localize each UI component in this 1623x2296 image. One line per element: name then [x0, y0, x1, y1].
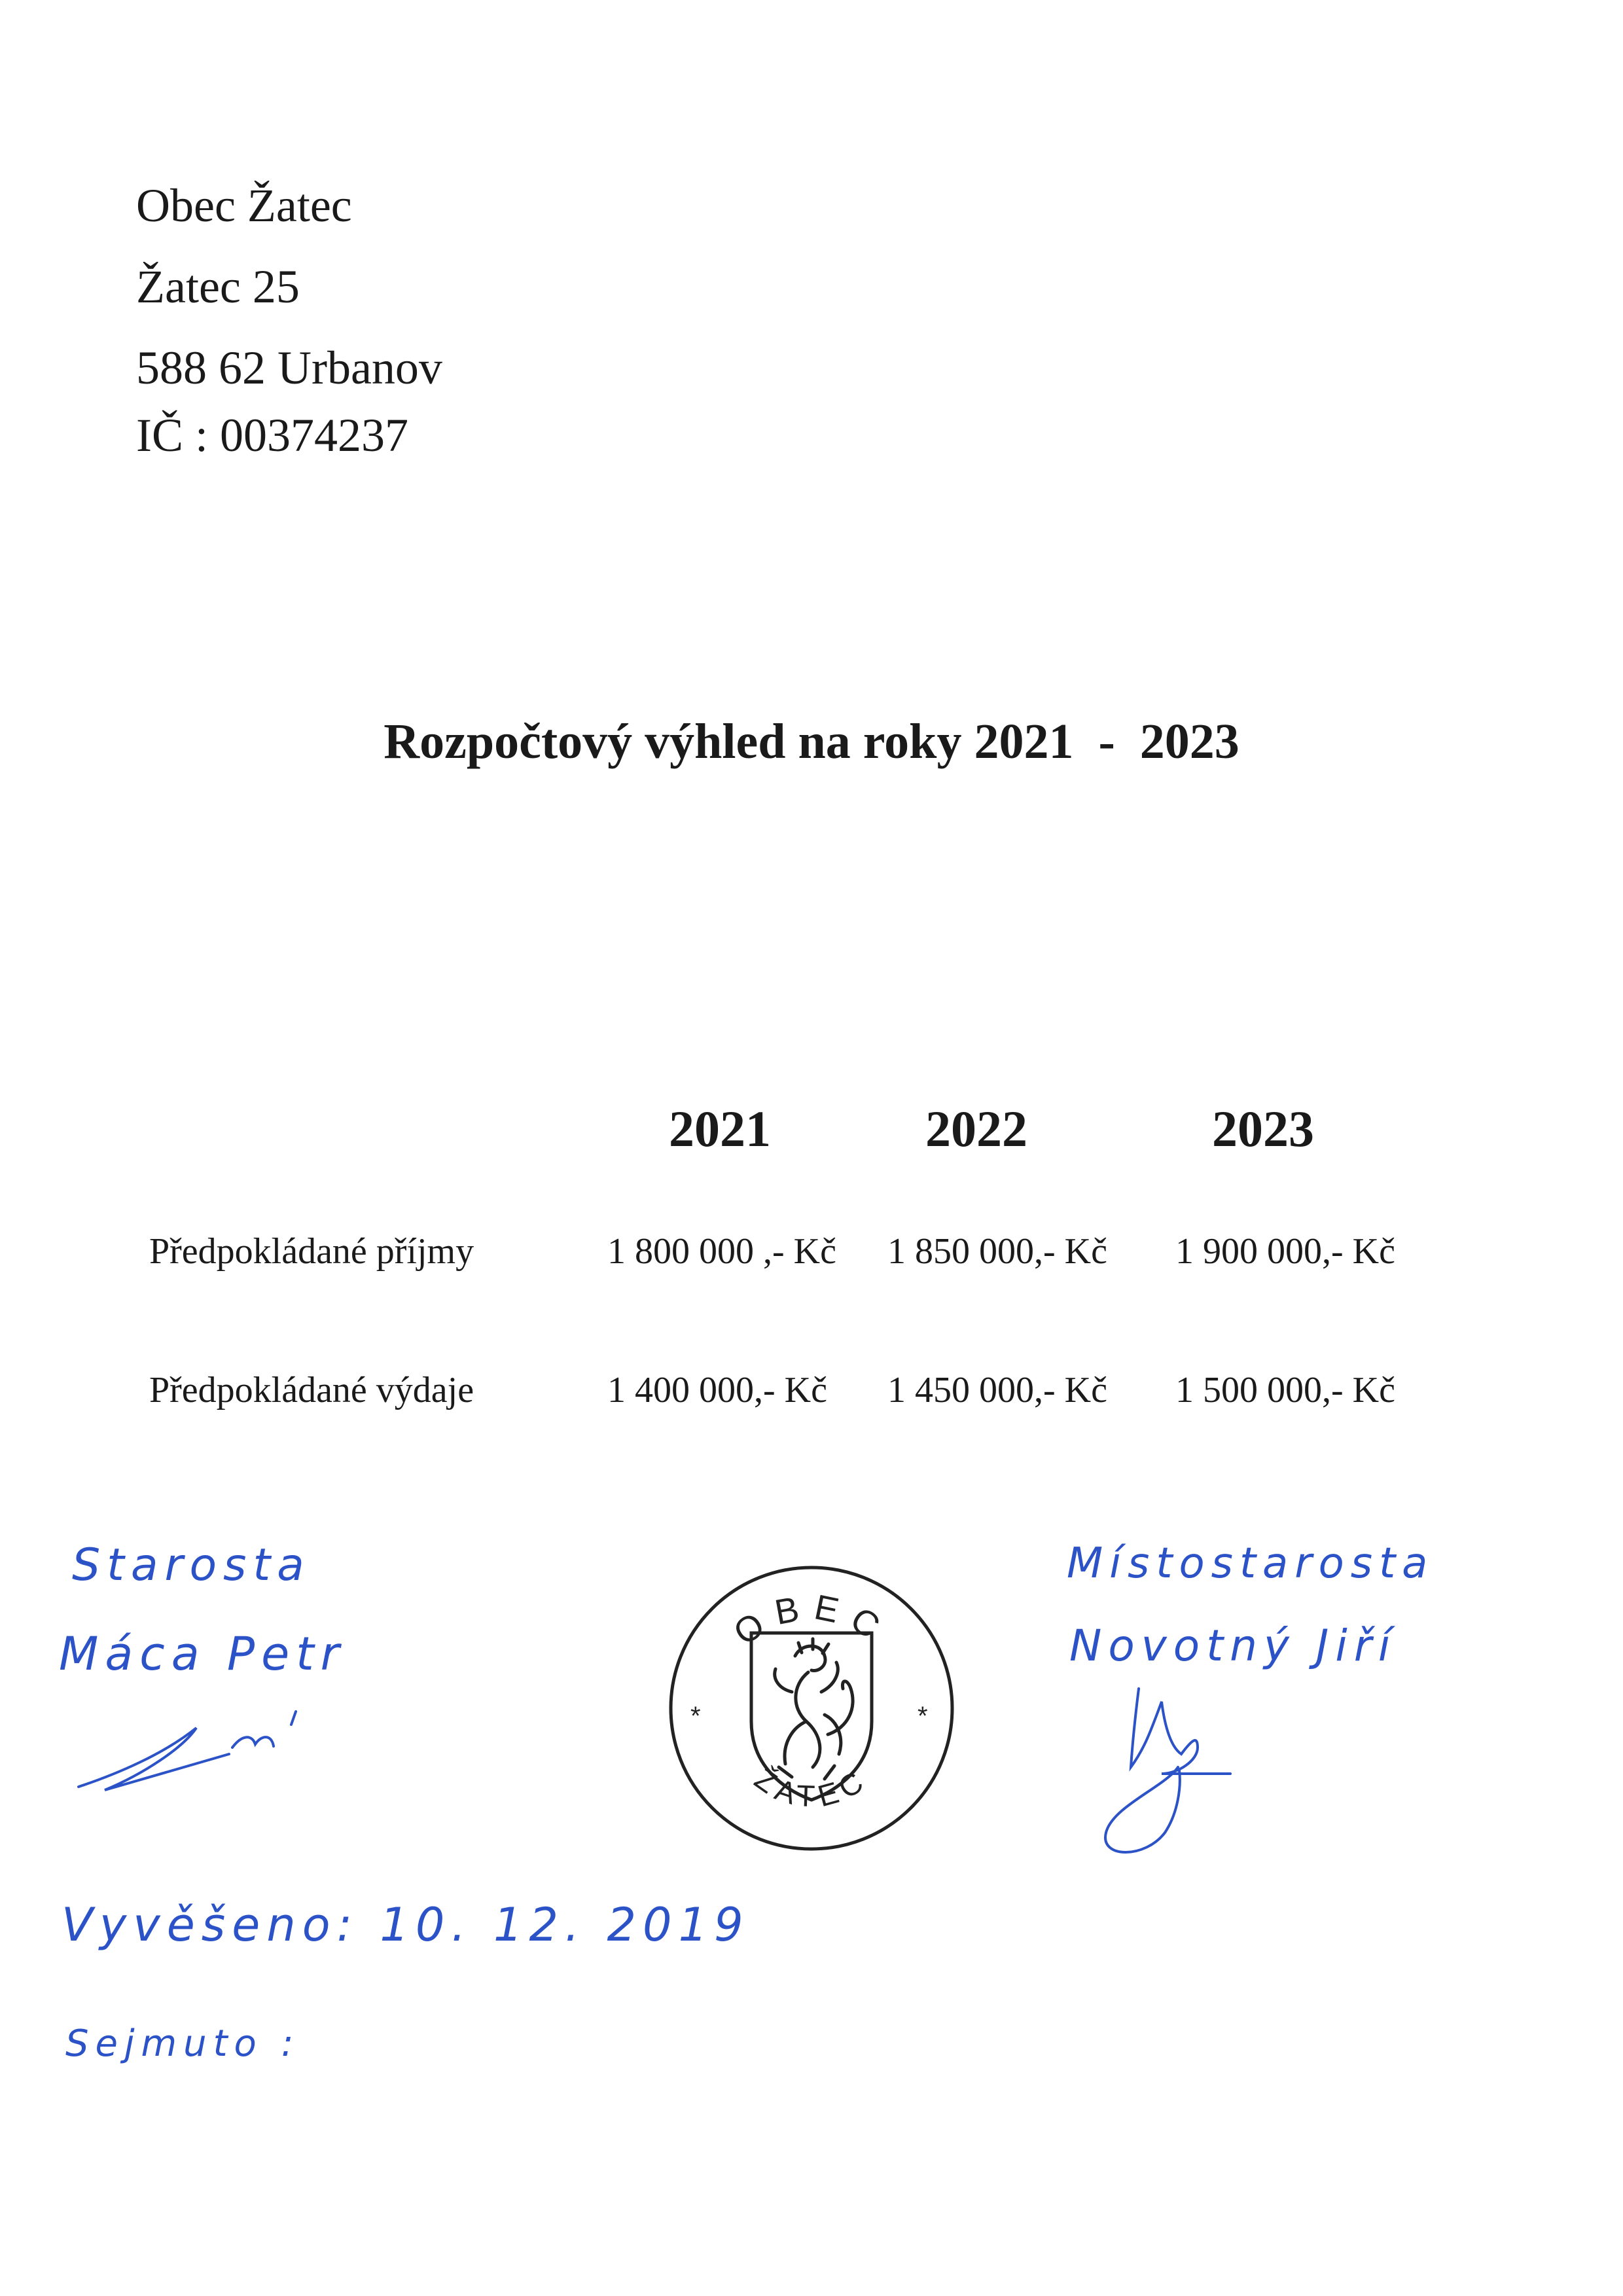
- stamp-bottom-text: ŽATEC: [748, 1761, 875, 1814]
- official-stamp: [661, 1558, 962, 1859]
- budget-value: 1 800 000 ,- Kč: [607, 1231, 836, 1272]
- row-label: Předpokládané příjmy: [149, 1231, 474, 1272]
- document-title: Rozpočtový výhled na roky 2021 - 2023: [383, 714, 1240, 769]
- street-address: Žatec 25: [136, 260, 300, 313]
- year-header: 2023: [1212, 1100, 1314, 1157]
- company-id: IČ : 00374237: [136, 409, 409, 461]
- city-address: 588 62 Urbanov: [136, 342, 442, 394]
- lion-emblem-icon: [775, 1639, 853, 1779]
- budget-value: 1 450 000,- Kč: [887, 1370, 1107, 1410]
- stamp-star-right: *: [918, 1702, 928, 1731]
- address-block: [136, 165, 442, 408]
- stamp-star-left: *: [690, 1702, 701, 1731]
- budget-value: 1 500 000,- Kč: [1175, 1370, 1395, 1410]
- budget-value: 1 850 000,- Kč: [887, 1231, 1107, 1272]
- row-label: Předpokládané výdaje: [149, 1370, 474, 1410]
- deputy-signature: [1099, 1676, 1283, 1859]
- removed-date-note: Sejmuto :: [65, 2022, 300, 2065]
- posted-date-note: Vyvěšeno: 10. 12. 2019: [62, 1898, 750, 1952]
- mayor-name-handwritten: Máca Petr: [59, 1627, 346, 1681]
- org-name: Obec Žatec: [136, 179, 352, 232]
- budget-value: 1 400 000,- Kč: [607, 1370, 827, 1410]
- deputy-role-handwritten: Místostarosta: [1067, 1539, 1435, 1588]
- mayor-role-handwritten: Starosta: [72, 1539, 311, 1591]
- year-header: 2021: [669, 1100, 771, 1157]
- year-header: 2022: [925, 1100, 1027, 1157]
- deputy-name-handwritten: Novotný Jiří: [1069, 1621, 1397, 1671]
- mayor-signature: [65, 1689, 340, 1806]
- stamp-top-text: OBEC: [726, 1587, 897, 1653]
- budget-value: 1 900 000,- Kč: [1175, 1231, 1395, 1272]
